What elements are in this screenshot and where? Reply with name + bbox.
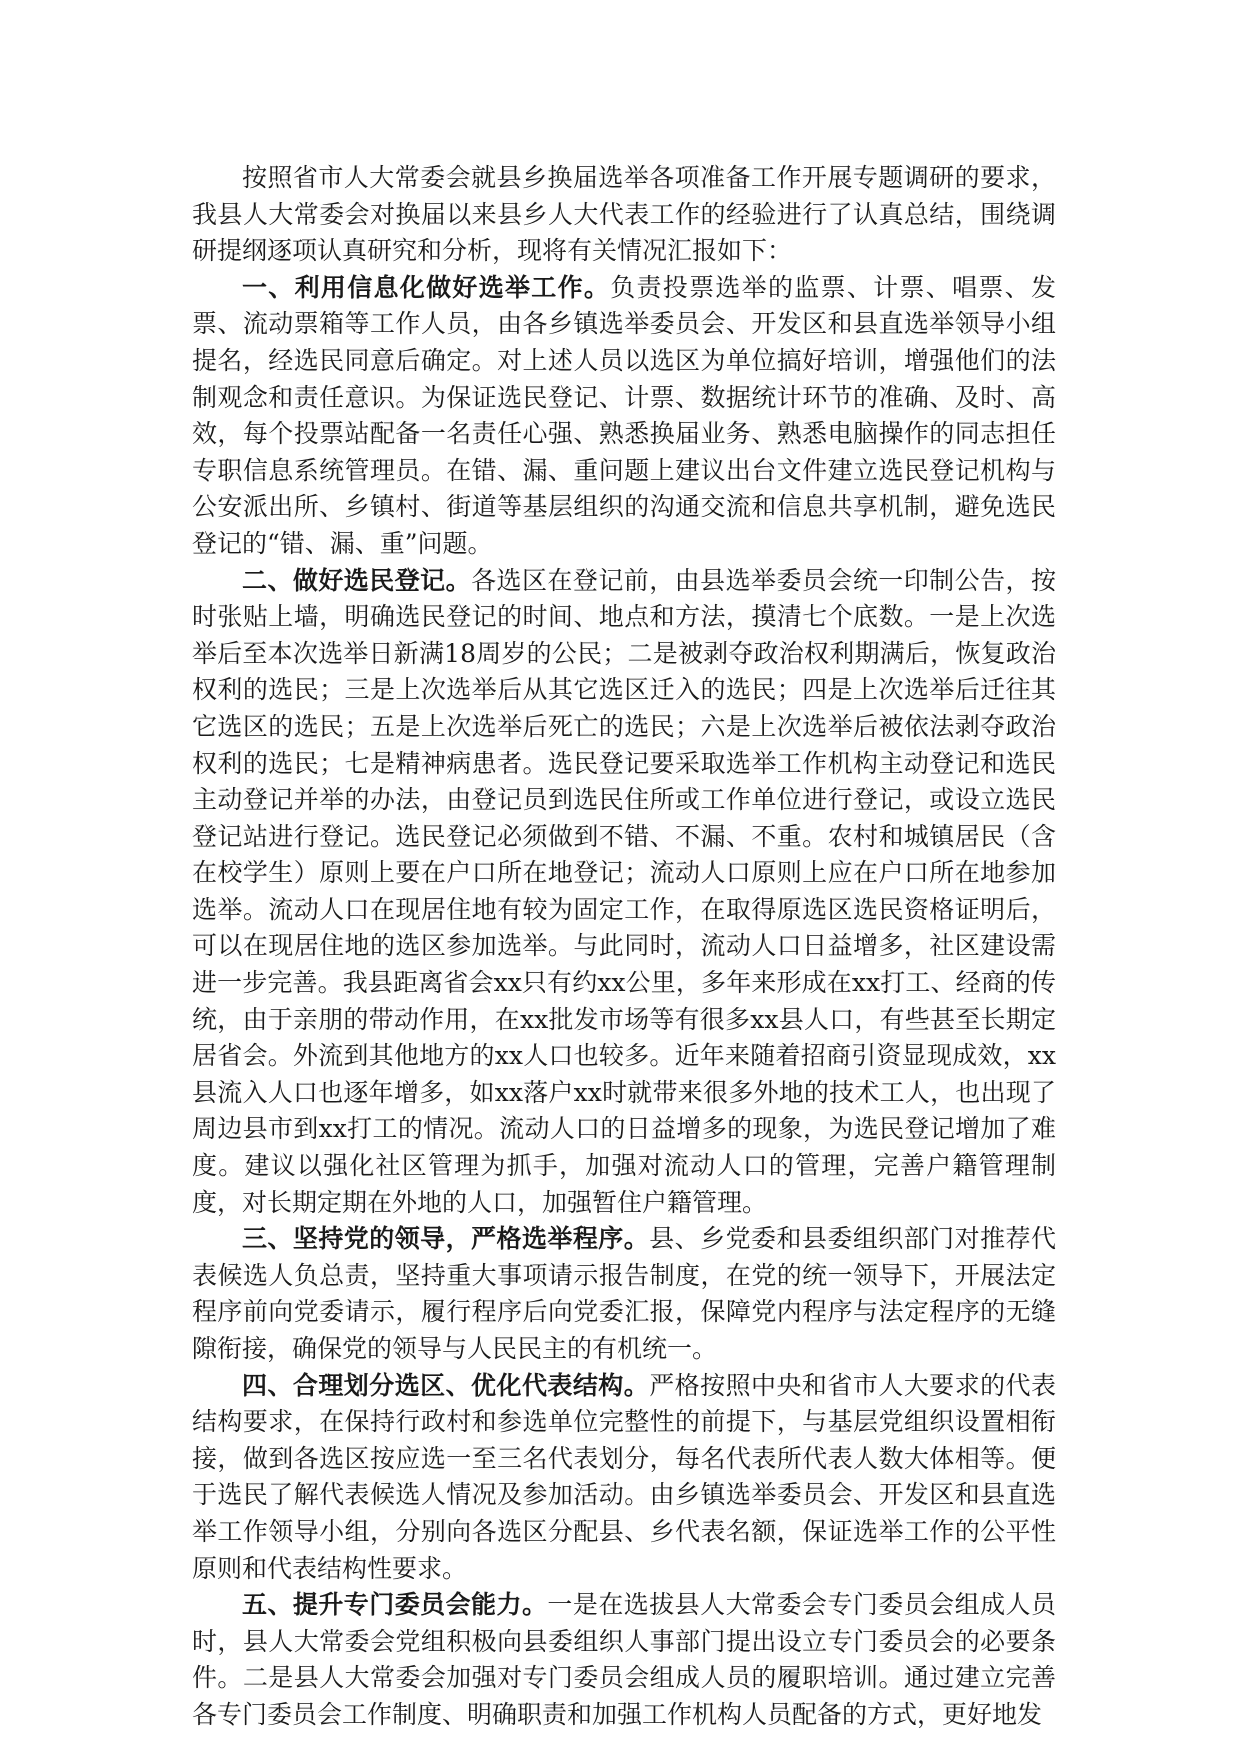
section-4-paragraph — [192, 1368, 1056, 1588]
section-3-heading: 三、坚持党的领导，严格选举程序。 — [242, 1224, 650, 1254]
section-2-paragraph — [192, 563, 1056, 1222]
intro-paragraph: 按照省市人大常委会就县乡换届选举各项准备工作开展专题调研的要求，我县人大常委会对换届以来县乡人大代表工作的经验进行了认真总结，围绕调研提纲逐项认真研究和分析，现将有关情况汇报如下： — [192, 163, 1056, 266]
section-5-body: 一是在选拔县人大常委会专门委员会组成人员时，县人大常委会党组积极向县委组织人事部门提出设立专门委员会的必要条件。二是县人大常委会加强对专门委员会组成人员的履职培训。通过建立完善各专门委员会工作制度、明确职责和加强工作机构人员配备的方式，更好地发 — [192, 1590, 1056, 1729]
section-2-heading: 二、做好选民登记。 — [242, 565, 472, 595]
document-page — [192, 160, 1056, 1734]
section-3-body: 县、乡党委和县委组织部门对推荐代表候选人负总责，坚持重大事项请示报告制度，在党的统一领导下，开展法定程序前向党委请示，履行程序后向党委汇报，保障党内程序与法定程序的无缝隙衔接，确保党的领导与人民民主的有机统一。 — [192, 1224, 1056, 1363]
section-2-body: 各选区在登记前，由县选举委员会统一印制公告，按时张贴上墙，明确选民登记的时间、地点和方法，摸清七个底数。一是上次选举后至本次选举日新满18周岁的公民；二是被剥夺政治权利期满后，恢复政治权利的选民；三是上次选举后从其它选区迁入的选民；四是上次选举后迁往其它选区的选民；五是上次选举后死亡的选民；六是上次选举后被依法剥夺政治权利的选民；七是精神病患者。选民登记要采取选举工作机构主动登记和选民主动登记并举的办法，由登记员到选民住所或工作单位进行登记，或设立选民登记站进行登记。选民登记必须做到不错、不漏、不重。农村和城镇居民（含在校学生）原则上要在户口所在地登记；流动人口原则上应在户口所在地参加选举。流动人口在现居住地有较为固定工作，在取得原选区选民资格证明后，可以在现居住地的选区参加选举。与此同时，流动人口日益增多，社区建设需进一步完善。我县距离省会xx只有约xx公里，多年来形成在xx打工、经商的传统，由于亲朋的带动作用，在xx批发市场等有很多xx县人口，有些甚至长期定居省会。外流到其他地方的xx人口也较多。近年来随着招商引资显现成效，xx县流入人口也逐年增多，如xx落户xx时就带来很多外地的技术工人，也出现了周边县市到xx打工的情况。流动人口的日益增多的现象，为选民登记增加了难度。建议以强化社区管理为抓手，加强对流动人口的管理，完善户籍管理制度，对长期定期在外地的人口，加强暂住户籍管理。 — [192, 565, 1056, 1217]
section-4-heading: 四、合理划分选区、优化代表结构。 — [242, 1370, 650, 1400]
section-1-body: 负责投票选举的监票、计票、唱票、发票、流动票箱等工作人员，由各乡镇选举委员会、开发区和县直选举领导小组提名，经选民同意后确定。对上述人员以选区为单位搞好培训，增强他们的法制观念和责任意识。为保证选民登记、计票、数据统计环节的准确、及时、高效，每个投票站配备一名责任心强、熟悉换届业务、熟悉电脑操作的同志担任专职信息系统管理员。在错、漏、重问题上建议出台文件建立选民登记机构与公安派出所、乡镇村、街道等基层组织的沟通交流和信息共享机制，避免选民登记的“错、漏、重”问题。 — [192, 272, 1056, 558]
section-5-heading: 五、提升专门委员会能力。 — [242, 1590, 548, 1620]
section-4-body: 严格按照中央和省市人大要求的代表结构要求，在保持行政村和参选单位完整性的前提下，与基层党组织设置相衔接，做到各选区按应选一至三名代表划分，每名代表所代表人数大体相等。便于选民了解代表候选人情况及参加活动。由乡镇选举委员会、开发区和县直选举工作领导小组，分别向各选区分配县、乡代表名额，保证选举工作的公平性原则和代表结构性要求。 — [192, 1370, 1056, 1583]
section-5-paragraph — [192, 1587, 1056, 1733]
section-3-paragraph — [192, 1221, 1056, 1367]
section-1-paragraph — [192, 270, 1056, 563]
section-1-heading: 一、利用信息化做好选举工作。 — [242, 272, 611, 302]
